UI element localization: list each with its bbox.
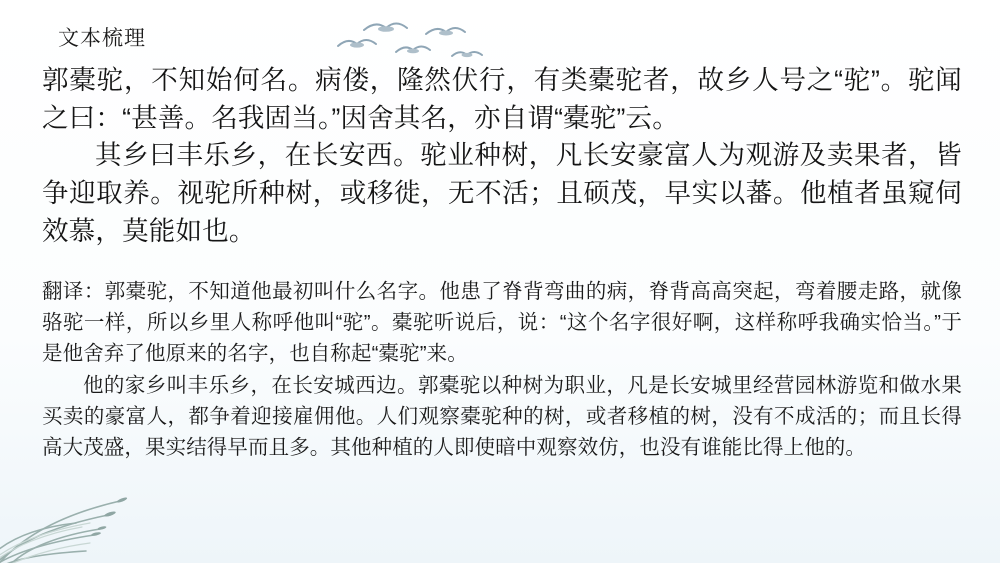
page-title: 文本梳理	[58, 27, 146, 50]
classical-paragraph-2: 其乡曰丰乐乡，在长安西。驼业种树，凡长安豪富人为观游及卖果者，皆争迎取养。视驼所种树，或移徙，无不活；且硕茂，早实以蕃。他植者虽窥伺效慕，莫能如也。	[42, 140, 962, 246]
translation-text-block	[42, 276, 962, 463]
translation-paragraph-2: 他的家乡叫丰乐乡，在长安城西边。郭橐驼以种树为职业，凡是长安城里经营园林游览和做水果买卖的豪富人，都争着迎接雇佣他。人们观察橐驼种的树，或者移植的树，没有不成活的；而且长得高大茂盛，果实结得早而且多。其他种植的人即使暗中观察效仿，也没有谁能比得上他的。	[42, 373, 962, 459]
classical-text-block	[42, 62, 962, 250]
translation-paragraph-1: 翻译：郭橐驼，不知道他最初叫什么名字。他患了脊背弯曲的病，脊背高高突起，弯着腰走路，就像骆驼一样，所以乡里人称呼他叫“驼”。橐驼听说后，说：“这个名字很好啊，这样称呼我确实恰当。”于是他舍弃了他原来的名字，也自称起“橐驼”来。	[42, 280, 962, 366]
classical-paragraph-1: 郭橐驼，不知始何名。病偻，隆然伏行，有类橐驼者，故乡人号之“驼”。驼闻之曰：“甚善。名我固当。”因舍其名，亦自谓“橐驼”云。	[42, 65, 962, 133]
slide-content	[42, 62, 962, 463]
